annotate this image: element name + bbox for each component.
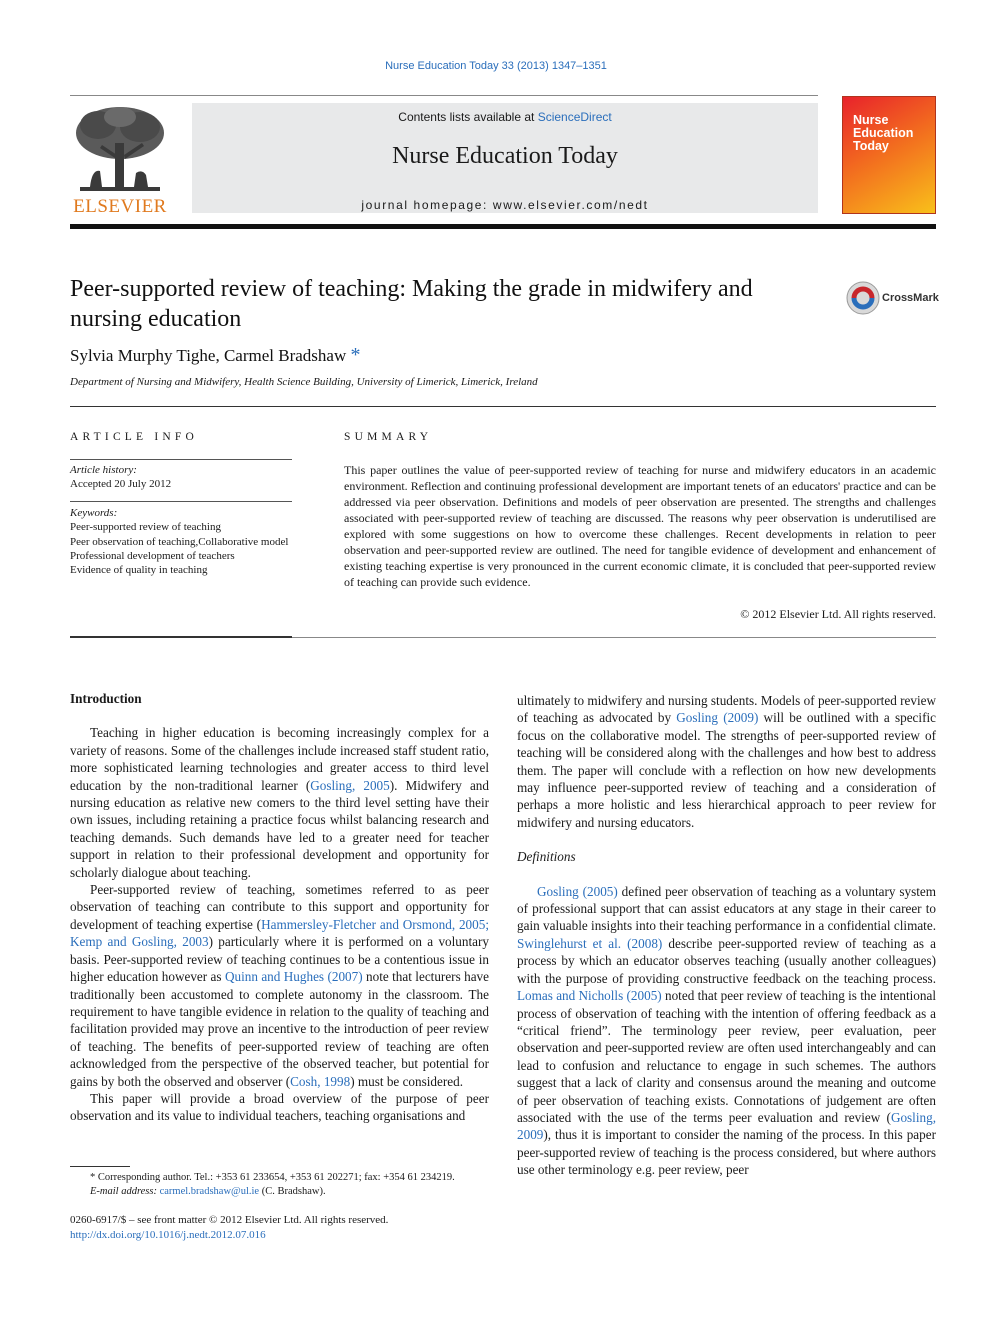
keywords-block — [70, 506, 292, 577]
text: Peer-supported review of teaching, sometimes referred to as peer observation of teaching can contribute to this support and opportunity for development of teaching expertise ( — [70, 882, 489, 932]
footnote — [70, 1171, 490, 1199]
corresponding-author-text: Corresponding author. Tel.: +353 61 233654, +353 61 202271; fax: +354 61 234219. — [97, 1172, 455, 1183]
ref-link[interactable]: Gosling (2005) — [537, 883, 618, 899]
text: ), thus it is important to consider the naming of the process. In this paper peer-supported review of teaching is the process considered, but where authors use other terminology e.g. peer review, peer — [517, 1127, 936, 1178]
ref-link[interactable]: Quinn and Hughes (2007) — [224, 969, 363, 985]
keywords-label: Keywords: — [70, 507, 118, 519]
journal-citation[interactable]: Nurse Education Today 33 (2013) 1347–1351 — [385, 60, 607, 72]
text: ultimately to midwifery and nursing students. Models of peer-supported review of teaching as advocated by — [517, 693, 936, 726]
crossmark-label: CrossMark — [882, 292, 939, 304]
elsevier-wordmark: ELSEVIER — [73, 196, 167, 217]
definitions-paragraph-1 — [517, 883, 936, 1179]
keywords-rule — [70, 501, 292, 502]
journal-homepage[interactable]: journal homepage: www.elsevier.com/nedt — [361, 198, 649, 212]
ref-link[interactable]: Gosling, 2009 — [517, 1109, 936, 1143]
text: describe peer-supported review of teaching as a process by which an educator observes teaching (usually another colleagues) with the purpose of providing constructive feedback on the teaching process. — [517, 935, 936, 986]
introduction-heading: Introduction — [70, 691, 142, 706]
email-label: E-mail address: — [90, 1186, 157, 1197]
intro-paragraph-3-continued — [517, 692, 936, 831]
journal-cover-thumbnail[interactable] — [842, 96, 936, 214]
text: note that lecturers have traditionally been accustomed to complete autonomy in the classroom. The requirement to have tangible evidence in relation to the quality of teaching and facilitation provided may prove an incentive to the introduction of peer review of teaching. The benefits of peer-supported review of teaching are often acknowledged from the perspective of the observed teacher, but potential for gains by both the observed and observer ( — [70, 969, 489, 1089]
ref-link[interactable]: Lomas and Nicholls (2005) — [517, 988, 662, 1004]
intro-paragraph-2 — [70, 881, 489, 1090]
author-list — [70, 344, 361, 367]
body-column-left — [70, 690, 489, 1125]
cover-title-line: Education — [853, 126, 914, 140]
keyword: Evidence of quality in teaching — [70, 564, 208, 577]
footnote-rule — [70, 1166, 130, 1167]
definitions-heading: Definitions — [517, 849, 576, 865]
abstract-bottom-rule-heavy — [70, 636, 292, 638]
text: will be outlined with a specific focus on the collaborative model. The strengths of peer-supported review of teaching will be considered along with the challenges and how best to address them. The paper will conclude with a reflection on how new developments may influence peer-supported review of teaching and a consideration of perhaps a more holistic and less hierarchical approach to peer review for midwifery and nursing educators. — [517, 710, 936, 830]
text: defined peer observation of teaching as a voluntary system of professional support that can assist educators at any stage in their career to gain valuable insights into their teaching performance in a confidential climate. — [517, 883, 936, 934]
email-suffix: (C. Bradshaw). — [259, 1186, 326, 1197]
corresponding-author-mark[interactable]: * — [350, 344, 361, 366]
article-info-rule — [70, 459, 292, 460]
email-link[interactable]: carmel.bradshaw@ul.ie — [159, 1186, 260, 1197]
contents-available-line — [192, 110, 818, 124]
doi-anchor[interactable]: http://dx.doi.org/10.1016/j.nedt.2012.07.016 — [70, 1229, 266, 1241]
author-names: Sylvia Murphy Tighe, Carmel Bradshaw — [70, 346, 347, 365]
intro-paragraph-3 — [70, 1090, 489, 1125]
text: ) particularly where it is performed on a voluntary basis. Peer-supported review of teaching continues to be a contentious issue in higher education however as — [70, 934, 489, 985]
header-top-rule — [70, 95, 818, 96]
doi-link[interactable] — [70, 1229, 266, 1241]
sciencedirect-link[interactable]: ScienceDirect — [537, 110, 612, 124]
article-history — [70, 463, 292, 492]
summary-text: This paper outlines the value of peer-supported review of teaching for nurse and midwifery educators in an academic environment. Reflection and continuing professional development are important tenets of an educators' practice and can be addressed via peer observation. Definitions and models of peer observation are presented. The strengths and challenges associated with peer-supported review of teaching are discussed. The reasons why peer observation is underutilised are explored with some suggestions on how to overcome these challenges. Recent developments in relation to peer observation and peer-supported review are outlined. The need for tangible evidence of development and enhancement of existing teaching expertise is very pronounced in the current economic climate, it is concluded that peer-supported review of teaching can provide such evidence. — [344, 463, 936, 589]
keyword: Professional development of teachers — [70, 549, 235, 562]
footnote-mark: * — [90, 1172, 96, 1183]
article-history-value: Accepted 20 July 2012 — [70, 478, 172, 491]
ref-link[interactable]: Gosling (2009) — [676, 710, 759, 726]
ref-link[interactable]: Hammersley-Fletcher and Orsmond, 2005; Kemp and Gosling, 2003 — [70, 916, 489, 950]
summary-copyright: © 2012 Elsevier Ltd. All rights reserved. — [740, 607, 936, 621]
ref-link[interactable]: Swinglehurst et al. (2008) — [517, 935, 663, 951]
cover-title — [853, 114, 933, 153]
ref-link[interactable]: Gosling, 2005 — [310, 777, 390, 793]
summary-heading: SUMMARY — [344, 431, 433, 443]
header-divider — [70, 224, 936, 229]
crossmark-badge[interactable] — [846, 281, 938, 317]
crossmark-icon — [846, 281, 880, 315]
corresponding-author-note — [70, 1171, 490, 1185]
text: ) must be considered. — [350, 1073, 463, 1089]
keyword: Peer observation of teaching,Collaborative model — [70, 535, 289, 548]
text: Teaching in higher education is becoming increasingly complex for a variety of reasons. Some of the challenges include increased staff student ratio, more sophisticated learning technologies and greater access to third level education by the non-traditional learner ( — [70, 725, 489, 793]
title-divider — [70, 406, 936, 407]
contents-prefix: Contents lists available at — [398, 110, 538, 124]
keyword: Peer-supported review of teaching — [70, 521, 221, 534]
ref-link[interactable]: Cosh, 1998 — [290, 1073, 351, 1089]
email-note — [70, 1185, 490, 1199]
article-history-label: Article history: — [70, 464, 137, 476]
text: ). Midwifery and nursing education as relative new comers to the third level setting have their own issues, including retaining a practice focus whilst balancing research and teaching demands. Such demands have led to a greater need for teacher support in relation to their professional development and opportunity for scholarly dialogue about teaching. — [70, 777, 489, 880]
text: This paper will provide a broad overview of the purpose of peer observation and its value to individual teachers, teaching organisations and — [70, 1090, 489, 1124]
intro-paragraph-1 — [70, 724, 489, 881]
article-title: Peer-supported review of teaching: Making the grade in midwifery and nursing education — [70, 276, 753, 332]
issn-line: 0260-6917/$ – see front matter © 2012 Elsevier Ltd. All rights reserved. — [70, 1214, 389, 1226]
text: noted that peer review of teaching is the intentional process of observation of teaching with the intention of offering feedback as a “critical friend”. The terminology peer review, peer evaluation, peer observation and peer-supported review are often used interchangeably and can lead to confusion and reluctance to engage in such schemes. The authors suggest that a lack of clarity and consensus around the meaning and outcome of peer observation of teaching exists. Connotations of judgement are often associated with the use of the terms peer evaluation and review ( — [517, 988, 937, 1125]
article-info-heading: ARTICLE INFO — [70, 431, 198, 443]
cover-title-line: Nurse — [853, 113, 889, 127]
author-affiliation: Department of Nursing and Midwifery, Health Science Building, University of Limerick, Limerick, Ireland — [70, 376, 538, 388]
cover-title-line: Today — [853, 139, 889, 153]
journal-banner — [192, 103, 818, 213]
body-column-right — [517, 692, 936, 1179]
journal-name: Nurse Education Today — [392, 143, 618, 169]
